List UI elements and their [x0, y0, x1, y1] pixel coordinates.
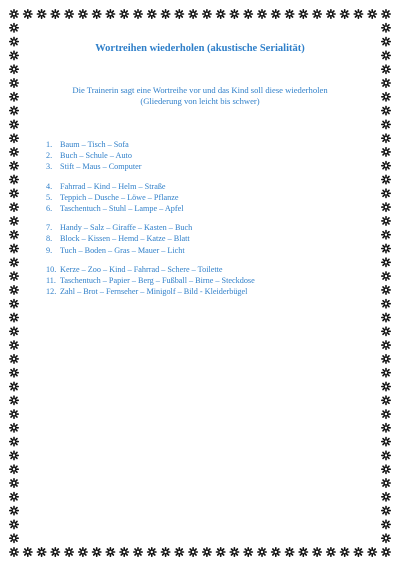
star-ornament-icon — [327, 548, 335, 556]
item-number: 1. — [46, 140, 53, 149]
star-ornament-icon — [258, 10, 266, 18]
star-ornament-icon — [382, 24, 390, 32]
star-ornament-icon — [382, 272, 390, 280]
star-ornament-icon — [382, 506, 390, 514]
instructions-line-2: (Gliederung von leicht bis schwer) — [140, 96, 260, 106]
star-ornament-icon — [382, 424, 390, 432]
item-number: 12. — [46, 287, 57, 297]
star-ornament-icon — [382, 120, 390, 128]
star-ornament-icon — [230, 548, 238, 556]
star-ornament-icon — [10, 341, 18, 349]
list-item — [34, 203, 366, 214]
list-item — [34, 192, 366, 203]
star-ornament-icon — [382, 451, 390, 459]
star-ornament-icon — [382, 534, 390, 542]
list-item — [34, 161, 366, 172]
star-ornament-icon — [382, 382, 390, 390]
list-item — [34, 286, 366, 297]
star-ornament-icon — [10, 396, 18, 404]
star-ornament-icon — [10, 355, 18, 363]
item-text: Baum – Tisch – Sofa — [60, 140, 129, 149]
list-item — [34, 181, 366, 192]
star-ornament-icon — [382, 437, 390, 445]
star-ornament-icon — [10, 258, 18, 266]
star-ornament-icon — [106, 10, 114, 18]
item-number: 4. — [46, 181, 53, 191]
star-ornament-icon — [382, 10, 390, 18]
star-ornament-icon — [313, 548, 321, 556]
item-number: 9. — [46, 245, 53, 255]
item-number: 11. — [46, 276, 56, 286]
star-ornament-icon — [10, 493, 18, 501]
star-ornament-icon — [10, 134, 18, 142]
word-series-list — [34, 139, 366, 297]
star-ornament-icon — [10, 369, 18, 377]
star-ornament-icon — [244, 548, 252, 556]
star-ornament-icon — [65, 548, 73, 556]
star-ornament-icon — [148, 10, 156, 18]
star-ornament-icon — [382, 300, 390, 308]
item-text: Teppich – Dusche – Löwe – Pflanze — [59, 192, 179, 202]
star-ornament-icon — [382, 410, 390, 418]
star-ornament-icon — [272, 548, 280, 556]
star-ornament-icon — [382, 341, 390, 349]
list-item — [34, 139, 366, 150]
star-ornament-icon — [10, 203, 18, 211]
star-ornament-icon — [244, 10, 252, 18]
item-number: 8. — [46, 234, 53, 244]
star-ornament-icon — [217, 548, 225, 556]
star-ornament-icon — [10, 410, 18, 418]
star-ornament-icon — [120, 10, 128, 18]
star-ornament-icon — [10, 162, 18, 170]
item-number: 7. — [46, 223, 53, 233]
star-ornament-icon — [10, 479, 18, 487]
star-ornament-icon — [120, 548, 128, 556]
item-text: Buch – Schule – Auto — [60, 151, 132, 161]
star-ornament-icon — [382, 217, 390, 225]
star-ornament-icon — [382, 244, 390, 252]
star-ornament-icon — [175, 10, 183, 18]
star-ornament-icon — [203, 10, 211, 18]
list-item — [34, 233, 366, 244]
star-ornament-icon — [24, 10, 32, 18]
star-ornament-icon — [10, 106, 18, 114]
item-text: Tuch – Boden – Gras – Mauer – Licht — [59, 245, 185, 255]
instructions-line-1: Die Trainerin sagt eine Wortreihe vor und das Kind soll diese wiederholen — [72, 85, 328, 95]
star-ornament-icon — [10, 10, 18, 18]
star-ornament-icon — [134, 10, 142, 18]
star-ornament-icon — [382, 65, 390, 73]
star-ornament-icon — [382, 355, 390, 363]
star-ornament-icon — [10, 534, 18, 542]
star-ornament-icon — [382, 396, 390, 404]
item-text: Fahrrad – Kind – Helm – Straße — [60, 181, 166, 191]
instructions — [34, 85, 366, 107]
item-number: 5. — [46, 192, 53, 202]
star-ornament-icon — [382, 106, 390, 114]
worksheet-content — [34, 42, 366, 297]
star-ornament-icon — [368, 548, 376, 556]
star-ornament-icon — [272, 10, 280, 18]
star-ornament-icon — [10, 548, 18, 556]
item-text: Stift – Maus – Computer — [60, 162, 142, 172]
list-item — [34, 264, 366, 275]
star-ornament-icon — [10, 65, 18, 73]
star-ornament-icon — [382, 258, 390, 266]
item-text: Kerze – Zoo – Kind – Fahrrad – Schere – Toilette — [60, 264, 223, 274]
star-ornament-icon — [93, 10, 101, 18]
star-ornament-icon — [37, 10, 45, 18]
star-ornament-icon — [285, 548, 293, 556]
star-ornament-icon — [10, 37, 18, 45]
star-ornament-icon — [10, 217, 18, 225]
star-ornament-icon — [382, 231, 390, 239]
star-ornament-icon — [217, 10, 225, 18]
star-ornament-icon — [354, 10, 362, 18]
star-ornament-icon — [10, 465, 18, 473]
star-ornament-icon — [382, 313, 390, 321]
star-ornament-icon — [10, 244, 18, 252]
star-ornament-icon — [382, 148, 390, 156]
star-ornament-icon — [175, 548, 183, 556]
star-ornament-icon — [382, 520, 390, 528]
star-ornament-icon — [10, 313, 18, 321]
star-ornament-icon — [10, 120, 18, 128]
list-item — [34, 222, 366, 233]
item-text: Block – Kissen – Hemd – Katze – Blatt — [60, 234, 190, 244]
item-number: 3. — [46, 162, 53, 172]
star-ornament-icon — [382, 134, 390, 142]
list-item — [34, 245, 366, 256]
star-ornament-icon — [10, 24, 18, 32]
star-ornament-icon — [382, 189, 390, 197]
item-text: Handy – Salz – Giraffe – Kasten – Buch — [60, 223, 193, 233]
star-ornament-icon — [382, 548, 390, 556]
star-ornament-icon — [10, 520, 18, 528]
list-item — [34, 150, 366, 161]
star-ornament-icon — [341, 10, 349, 18]
star-ornament-icon — [285, 10, 293, 18]
star-ornament-icon — [299, 548, 307, 556]
star-ornament-icon — [382, 175, 390, 183]
page-title: Wortreihen wiederholen (akustische Serialität) — [95, 43, 305, 54]
star-ornament-icon — [37, 548, 45, 556]
star-ornament-icon — [189, 548, 197, 556]
star-ornament-icon — [382, 493, 390, 501]
star-ornament-icon — [10, 286, 18, 294]
star-ornament-icon — [134, 548, 142, 556]
star-ornament-icon — [10, 175, 18, 183]
item-number: 10. — [46, 264, 57, 274]
star-ornament-icon — [10, 424, 18, 432]
star-ornament-icon — [382, 369, 390, 377]
star-ornament-icon — [382, 286, 390, 294]
star-ornament-icon — [341, 548, 349, 556]
star-ornament-icon — [10, 300, 18, 308]
star-ornament-icon — [161, 10, 169, 18]
star-ornament-icon — [79, 548, 87, 556]
star-ornament-icon — [354, 548, 362, 556]
star-ornament-icon — [382, 51, 390, 59]
star-ornament-icon — [93, 548, 101, 556]
star-ornament-icon — [161, 548, 169, 556]
star-ornament-icon — [51, 10, 59, 18]
star-ornament-icon — [203, 548, 211, 556]
star-ornament-icon — [382, 465, 390, 473]
star-ornament-icon — [382, 37, 390, 45]
item-text: Zahl – Brot – Fernseher – Minigolf – Bild - Kleiderbügel — [60, 287, 248, 297]
star-ornament-icon — [382, 162, 390, 170]
item-number: 6. — [46, 204, 53, 214]
star-ornament-icon — [10, 437, 18, 445]
star-ornament-icon — [189, 10, 197, 18]
star-ornament-icon — [258, 548, 266, 556]
star-ornament-icon — [24, 548, 32, 556]
star-ornament-icon — [313, 10, 321, 18]
star-ornament-icon — [51, 548, 59, 556]
star-ornament-icon — [382, 203, 390, 211]
star-ornament-icon — [230, 10, 238, 18]
list-item — [34, 275, 366, 286]
star-ornament-icon — [382, 327, 390, 335]
star-ornament-icon — [382, 79, 390, 87]
star-ornament-icon — [10, 93, 18, 101]
star-ornament-icon — [10, 506, 18, 514]
item-text: Taschentuch – Papier – Berg – Fußball – Birne – Steckdose — [59, 276, 255, 286]
star-ornament-icon — [382, 479, 390, 487]
star-ornament-icon — [327, 10, 335, 18]
star-ornament-icon — [10, 231, 18, 239]
star-ornament-icon — [10, 451, 18, 459]
item-number: 2. — [46, 151, 53, 161]
star-ornament-icon — [10, 189, 18, 197]
star-ornament-icon — [368, 10, 376, 18]
star-ornament-icon — [10, 327, 18, 335]
star-ornament-icon — [65, 10, 73, 18]
star-ornament-icon — [10, 272, 18, 280]
item-text: Taschentuch – Stuhl – Lampe – Apfel — [59, 204, 184, 214]
star-ornament-icon — [10, 148, 18, 156]
star-ornament-icon — [10, 51, 18, 59]
star-ornament-icon — [382, 93, 390, 101]
star-ornament-icon — [10, 382, 18, 390]
star-ornament-icon — [10, 79, 18, 87]
star-ornament-icon — [79, 10, 87, 18]
star-ornament-icon — [148, 548, 156, 556]
star-ornament-icon — [106, 548, 114, 556]
star-ornament-icon — [299, 10, 307, 18]
